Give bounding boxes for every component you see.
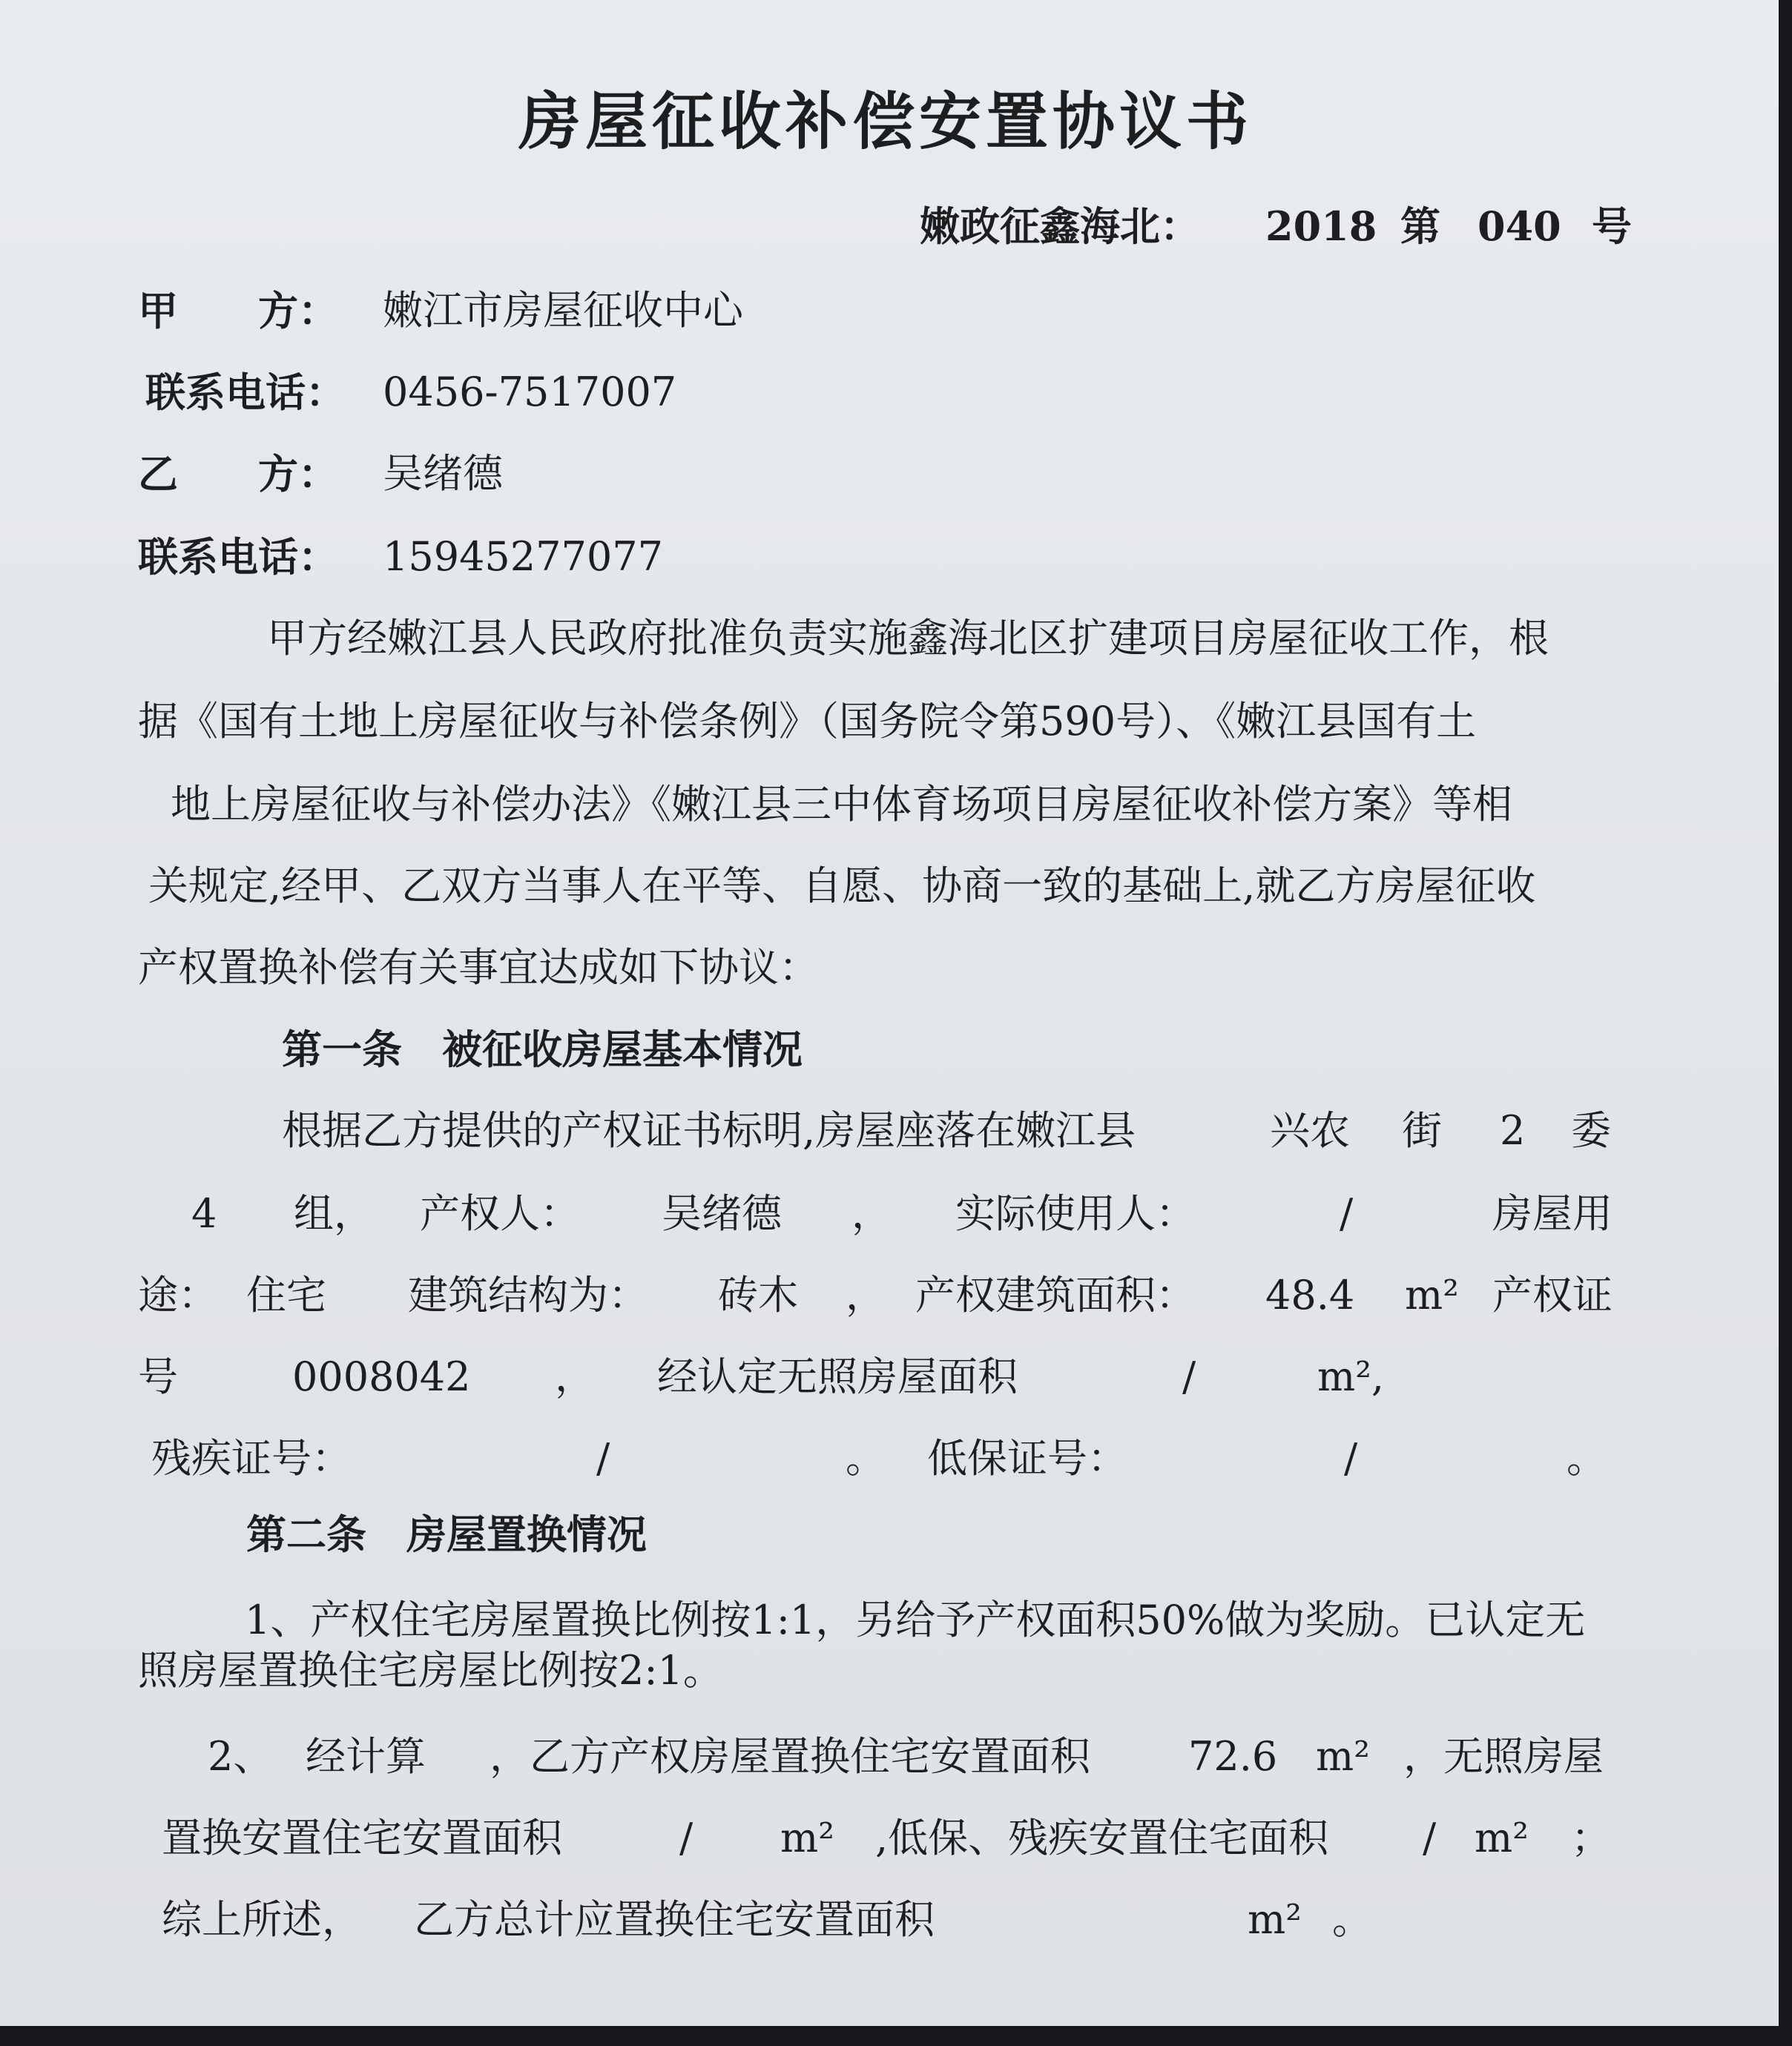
article1-structure-label: 建筑结构为： bbox=[408, 1272, 648, 1319]
intro-line: 据《国有土地上房屋征收与补偿条例》（国务院令第590号）、《嫩江县国有土 bbox=[138, 698, 1477, 745]
doc-number-num: 040 bbox=[1478, 202, 1561, 250]
article1-tu-label: 途： bbox=[138, 1272, 218, 1319]
article1-comma: ， bbox=[846, 1272, 886, 1319]
article1-disabled-label: 残疾证号： bbox=[151, 1435, 352, 1482]
article2-p2-text: ,低保、残疾安置住宅面积 bbox=[875, 1815, 1329, 1861]
article1-street: 兴农 bbox=[1270, 1107, 1350, 1154]
intro-line: 产权置换补偿有关事宜达成如下协议： bbox=[138, 944, 819, 991]
party-a-phone-value: 0456-7517007 bbox=[383, 369, 677, 415]
party-b-value: 吴绪德 bbox=[383, 450, 503, 497]
article1-area-label: 产权建筑面积： bbox=[915, 1272, 1196, 1319]
article1-area: 48.4 bbox=[1265, 1272, 1355, 1319]
article1-comma: ， bbox=[851, 1190, 892, 1237]
article1-use-label: 房屋用 bbox=[1492, 1190, 1613, 1237]
article1-jie: 街 bbox=[1402, 1107, 1442, 1154]
article2-p2-unit: m² bbox=[780, 1815, 834, 1861]
article1-comma: ， bbox=[555, 1353, 595, 1400]
article2-p2-text: 置换安置住宅安置面积 bbox=[162, 1815, 562, 1861]
intro-line: 关规定,经甲、乙双方当事人在平等、自愿、协商一致的基础上,就乙方房屋征收 bbox=[148, 862, 1536, 909]
party-a-phone-label: 联系电话： bbox=[145, 369, 346, 416]
article1-lowincome-label: 低保证号： bbox=[927, 1435, 1127, 1482]
article1-area-unit: m² bbox=[1405, 1272, 1459, 1319]
article2-p2-number: 2、 bbox=[208, 1733, 274, 1780]
article1-user: / bbox=[1340, 1190, 1354, 1237]
doc-number-prefix: 嫩政征鑫海北： bbox=[920, 202, 1200, 250]
article2-p2-unit: m² bbox=[1475, 1815, 1529, 1861]
article2-p2-text: ，无照房屋 bbox=[1403, 1733, 1604, 1780]
article1-use: 住宅 bbox=[246, 1272, 326, 1319]
intro-line: 地上房屋征收与补偿办法》《嫩江县三中体育场项目房屋征收补偿方案》等相 bbox=[171, 781, 1512, 828]
article1-lowincome-number: / bbox=[1344, 1435, 1358, 1482]
party-a-label: 甲 方： bbox=[138, 287, 338, 334]
article1-owner-label: 产权人： bbox=[420, 1190, 580, 1237]
article1-structure: 砖木 bbox=[718, 1272, 798, 1319]
article1-cert-label: 产权证 bbox=[1492, 1272, 1613, 1319]
article2-p2-text: 综上所述， bbox=[162, 1896, 362, 1943]
article1-wei-label: 委 bbox=[1571, 1107, 1611, 1154]
article1-owner: 吴绪德 bbox=[662, 1190, 782, 1237]
article2-p2-unit: m² bbox=[1248, 1896, 1302, 1943]
article1-zu-number: 4 bbox=[191, 1190, 217, 1237]
party-b-phone-value: 15945277077 bbox=[383, 533, 663, 580]
article1-heading: 第一条 被征收房屋基本情况 bbox=[282, 1026, 803, 1073]
article2-p2-text: 乙方总计应置换住宅安置面积 bbox=[414, 1896, 935, 1943]
article1-period: 。 bbox=[846, 1435, 886, 1482]
doc-number-year: 2018 bbox=[1265, 202, 1377, 250]
article2-heading: 第二条 房屋置换情况 bbox=[246, 1511, 647, 1558]
article1-location-text: 根据乙方提供的产权证书标明,房屋座落在嫩江县 bbox=[282, 1107, 1136, 1154]
article1-unlicensed-unit: m², bbox=[1317, 1353, 1385, 1400]
article1-cert-number: 0008042 bbox=[292, 1353, 471, 1400]
article2-p1-line: 照房屋置换住宅房屋比例按2:1。 bbox=[138, 1647, 723, 1694]
party-b-label: 乙 方： bbox=[138, 450, 338, 498]
article2-p2-text: ，乙方产权房屋置换住宅安置面积 bbox=[490, 1733, 1090, 1780]
party-b-phone-label: 联系电话： bbox=[138, 533, 338, 581]
doc-number-hao: 号 bbox=[1592, 202, 1632, 250]
article2-p2-period: 。 bbox=[1332, 1896, 1372, 1943]
party-a-value: 嫩江市房屋征收中心 bbox=[383, 287, 743, 334]
document-title: 房屋征收补偿安置协议书 bbox=[518, 85, 1254, 158]
article2-p1-line: 1、产权住宅房屋置换比例按1:1，另给予产权面积50%做为奖励。已认定无 bbox=[245, 1597, 1586, 1643]
article1-wei-number: 2 bbox=[1500, 1107, 1526, 1154]
article1-period: 。 bbox=[1567, 1435, 1607, 1482]
article2-p2-semicolon: ； bbox=[1571, 1815, 1611, 1861]
article2-p2-area: 72.6 bbox=[1188, 1733, 1278, 1780]
article1-unlicensed-area: / bbox=[1182, 1353, 1196, 1400]
article1-unlicensed-label: 经认定无照房屋面积 bbox=[657, 1353, 1018, 1400]
article2-p2-value: / bbox=[1423, 1815, 1437, 1861]
article1-hao: 号 bbox=[138, 1353, 178, 1400]
article1-zu-label: 组， bbox=[294, 1190, 374, 1237]
article2-p2-unit: m² bbox=[1316, 1733, 1370, 1780]
article1-user-label: 实际使用人： bbox=[955, 1190, 1196, 1237]
intro-line: 甲方经嫩江县人民政府批准负责实施鑫海北区扩建项目房屋征收工作，根 bbox=[267, 615, 1549, 661]
article1-disabled-number: / bbox=[596, 1435, 610, 1482]
article2-p2-calc: 经计算 bbox=[306, 1733, 426, 1780]
article2-p2-value: / bbox=[679, 1815, 694, 1861]
doc-number-di: 第 bbox=[1400, 202, 1440, 250]
